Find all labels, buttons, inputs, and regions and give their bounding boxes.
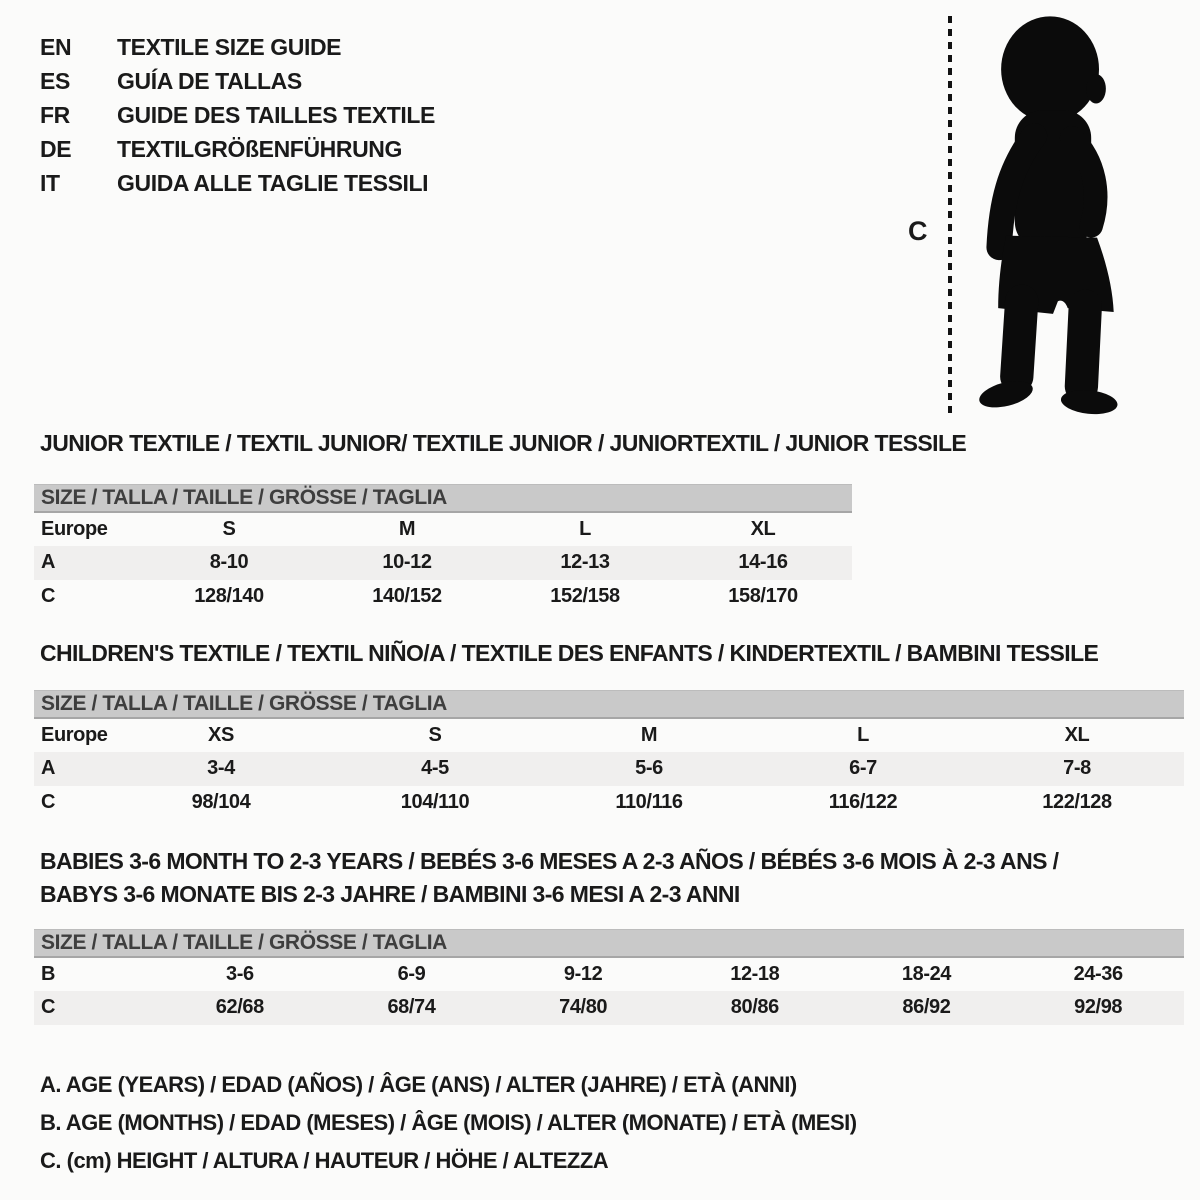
language-code: IT bbox=[40, 169, 60, 196]
language-code: DE bbox=[40, 135, 72, 162]
row-label: Europe bbox=[41, 723, 108, 746]
table-cell: S bbox=[428, 723, 442, 746]
row-label: A bbox=[41, 551, 56, 573]
table-cell: 80/86 bbox=[730, 996, 779, 1018]
language-title: GUIDA ALLE TAGLIE TESSILI bbox=[117, 169, 429, 196]
language-row-it bbox=[40, 166, 435, 200]
table-cell: M bbox=[640, 723, 658, 746]
language-title: TEXTILGRÖßENFÜHRUNG bbox=[117, 135, 402, 162]
language-code: ES bbox=[40, 67, 70, 94]
table-cell: 122/128 bbox=[1042, 791, 1112, 813]
language-row-de bbox=[40, 132, 435, 166]
size-header-bar: SIZE / TALLA / TAILLE / GRÖSSE / TAGLIA bbox=[34, 930, 1184, 957]
table-row bbox=[34, 786, 1184, 820]
table-cell: 5-6 bbox=[635, 757, 663, 779]
legend-line-b: B. AGE (MONTHS) / EDAD (MESES) / ÂGE (MOIS) / ALTER (MONATE) / ETÀ (MESI) bbox=[40, 1110, 857, 1135]
table-cell: 3-4 bbox=[207, 757, 235, 779]
size-header-bar: SIZE / TALLA / TAILLE / GRÖSSE / TAGLIA bbox=[34, 485, 852, 512]
table-cell: 12-18 bbox=[730, 962, 780, 985]
table-cell: 4-5 bbox=[421, 757, 449, 779]
table-cell: 24-36 bbox=[1073, 962, 1123, 985]
table-cell: L bbox=[579, 517, 591, 540]
table-row bbox=[34, 718, 1184, 752]
table-cell: 7-8 bbox=[1063, 757, 1091, 779]
row-label: C bbox=[41, 791, 56, 813]
table-cell: 158/170 bbox=[728, 585, 798, 607]
height-measure-dashed-line bbox=[948, 16, 952, 418]
table-cell: 14-16 bbox=[738, 551, 788, 573]
language-row-en bbox=[40, 30, 435, 64]
table-cell: 140/152 bbox=[372, 585, 442, 607]
table-cell: 86/92 bbox=[902, 996, 951, 1018]
table-cell: 116/122 bbox=[828, 791, 898, 813]
size-header-bar: SIZE / TALLA / TAILLE / GRÖSSE / TAGLIA bbox=[34, 691, 1184, 718]
table-cell: XS bbox=[208, 723, 234, 746]
legend-line-c: C. (cm) HEIGHT / ALTURA / HAUTEUR / HÖHE / ALTEZZA bbox=[40, 1148, 609, 1173]
table-cell: XL bbox=[750, 517, 776, 540]
table-cell: 18-24 bbox=[901, 962, 952, 985]
table-row bbox=[34, 957, 1184, 991]
language-code: EN bbox=[40, 33, 72, 60]
table-cell: 104/110 bbox=[400, 791, 470, 813]
table-cell: XL bbox=[1064, 723, 1090, 746]
table-cell: 6-9 bbox=[397, 962, 426, 985]
table-cell: 74/80 bbox=[559, 996, 608, 1018]
table-row bbox=[34, 580, 852, 614]
height-measure-label: C bbox=[908, 216, 928, 246]
language-title: GUIDE DES TAILLES TEXTILE bbox=[117, 101, 435, 128]
table-cell: 12-13 bbox=[560, 551, 610, 573]
junior-size-table bbox=[34, 484, 852, 614]
table-row bbox=[34, 752, 1184, 786]
language-title: TEXTILE SIZE GUIDE bbox=[117, 33, 342, 60]
table-cell: 10-12 bbox=[382, 551, 432, 573]
table-cell: L bbox=[857, 723, 869, 746]
table-row bbox=[34, 991, 1184, 1025]
row-label: Europe bbox=[41, 517, 108, 540]
row-label: A bbox=[41, 757, 56, 779]
children-size-table bbox=[34, 690, 1184, 820]
table-cell: 110/116 bbox=[615, 791, 683, 813]
babies-section-heading-line1: BABIES 3-6 MONTH TO 2-3 YEARS / BEBÉS 3-6 MESES A 2-3 AÑOS / BÉBÉS 3-6 MOIS À 2-3 ANS / bbox=[40, 848, 1059, 874]
junior-section-heading: JUNIOR TEXTILE / TEXTIL JUNIOR/ TEXTILE JUNIOR / JUNIORTEXTIL / JUNIOR TESSILE bbox=[40, 430, 967, 456]
language-row-fr bbox=[40, 98, 435, 132]
table-cell: 62/68 bbox=[215, 996, 264, 1018]
table-cell: 152/158 bbox=[550, 585, 620, 607]
table-cell: 8-10 bbox=[209, 551, 249, 573]
language-row-es bbox=[40, 64, 435, 98]
table-cell: 6-7 bbox=[849, 757, 877, 779]
row-label: C bbox=[41, 585, 56, 607]
table-cell: S bbox=[222, 517, 236, 540]
babies-size-table bbox=[34, 929, 1184, 1025]
legend-line-a: A. AGE (YEARS) / EDAD (AÑOS) / ÂGE (ANS) / ALTER (JAHRE) / ETÀ (ANNI) bbox=[40, 1072, 797, 1097]
toddler-silhouette-image bbox=[960, 12, 1146, 424]
table-row bbox=[34, 546, 852, 580]
babies-section-heading-line2: BABYS 3-6 MONATE BIS 2-3 JAHRE / BAMBINI 3-6 MESI A 2-3 ANNI bbox=[40, 881, 740, 907]
table-cell: M bbox=[398, 517, 416, 540]
language-title-list bbox=[40, 30, 435, 200]
legend bbox=[40, 1066, 857, 1180]
table-row bbox=[34, 512, 852, 546]
children-section-heading: CHILDREN'S TEXTILE / TEXTIL NIÑO/A / TEXTILE DES ENFANTS / KINDERTEXTIL / BAMBINI TESSILE bbox=[40, 640, 1099, 666]
row-label: C bbox=[41, 996, 56, 1018]
language-code: FR bbox=[40, 101, 70, 128]
table-cell: 128/140 bbox=[194, 585, 264, 607]
table-cell: 68/74 bbox=[387, 996, 436, 1018]
table-cell: 98/104 bbox=[191, 791, 251, 813]
language-title: GUÍA DE TALLAS bbox=[117, 67, 302, 94]
table-cell: 9-12 bbox=[563, 962, 603, 985]
table-cell: 92/98 bbox=[1074, 996, 1123, 1018]
row-label: B bbox=[41, 962, 56, 985]
table-cell: 3-6 bbox=[225, 962, 254, 985]
